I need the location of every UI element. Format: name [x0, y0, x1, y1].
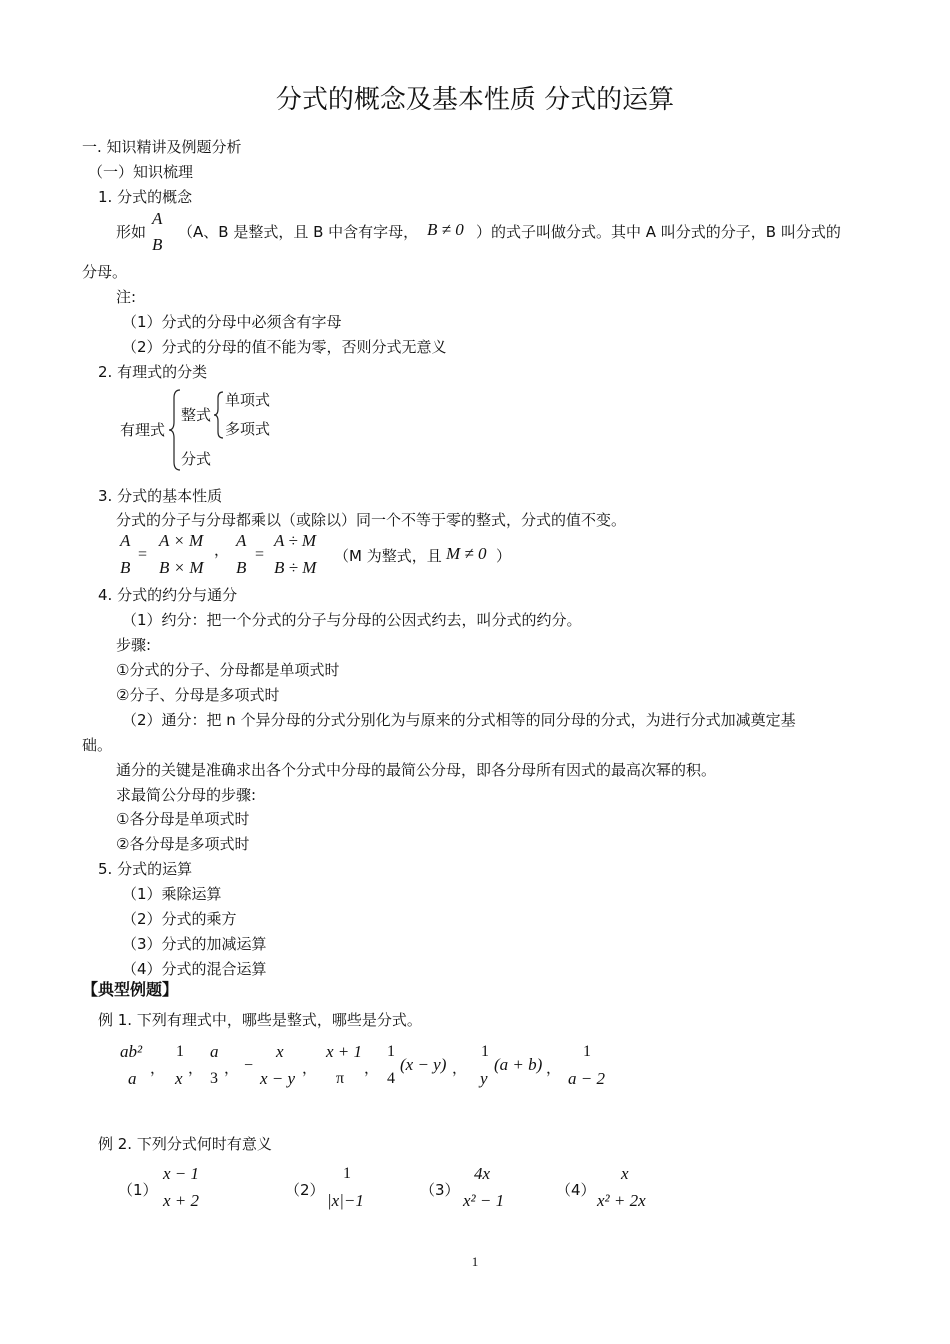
item4-s2: ②各分母是多项式时 — [116, 835, 250, 853]
item4-p2b: 础。 — [82, 736, 113, 754]
op-1: （1）乘除运算 — [122, 885, 222, 903]
ex2-q2-num: 1 — [343, 1165, 351, 1182]
item1-line-prefix: 形如 — [116, 223, 147, 241]
ex1-t7-den: y — [480, 1069, 488, 1088]
ex1-comma-3: ， — [224, 1059, 240, 1077]
note-1: （1）分式的分母中必须含有字母 — [122, 313, 342, 331]
ex1-comma-6: ， — [452, 1059, 468, 1077]
ex1-t1-den: a — [128, 1069, 137, 1088]
op-2: （2）分式的乘方 — [122, 910, 237, 928]
f2-right-den: B ÷ M — [274, 558, 317, 577]
item4-p3: 通分的关键是准确求出各个分式中分母的最简公分母，即各分母所有因式的最高次幂的积。 — [116, 761, 717, 779]
item1-line-mid: （A、B 是整式，且 B 中含有字母， — [178, 223, 419, 241]
item1-frac-den: B — [152, 235, 163, 254]
item4-p1: （1）约分：把一个分式的分子与分母的公因式约去，叫分式的约分。 — [122, 611, 582, 629]
item4-heading: 4. 分式的约分与通分 — [98, 586, 238, 604]
op-4: （4）分式的混合运算 — [122, 960, 267, 978]
item1-line-end: ）的式子叫做分式。其中 A 叫分式的分子，B 叫分式的 — [476, 223, 841, 241]
ex2-q2-den: |x|−1 — [327, 1191, 364, 1210]
f2-left-den: B — [236, 558, 247, 577]
ex1-comma-1: ， — [150, 1059, 166, 1077]
outer-brace-icon — [168, 388, 182, 472]
ex1-t3-den: 3 — [210, 1070, 218, 1087]
ex1-comma-7: ， — [546, 1059, 562, 1077]
tree-branch-2: 分式 — [181, 450, 212, 468]
formula-sep: ， — [214, 541, 230, 559]
ex1-t6-tail: (x − y) — [400, 1055, 447, 1074]
tree-root: 有理式 — [120, 421, 166, 439]
ex2-label-1: （1） — [118, 1181, 158, 1199]
item4-p2a: （2）通分：把 n 个异分母的分式分别化为与原来的分式相等的同分母的分式，为进行分式加减奠定基 — [122, 711, 796, 729]
ex2-q4-num: x — [621, 1164, 629, 1183]
ex1-t1-num: ab² — [120, 1042, 143, 1061]
note-label: 注: — [116, 288, 137, 306]
subsection-heading: （一）知识梳理 — [88, 163, 194, 181]
f1-left-den: B — [120, 558, 131, 577]
f1-left-num: A — [120, 531, 131, 550]
item1-heading: 1. 分式的概念 — [98, 188, 193, 206]
item4-step1: ①分式的分子、分母都是单项式时 — [116, 661, 340, 679]
ex1-t3-num: a — [210, 1042, 219, 1061]
item4-steps-label: 步骤: — [116, 636, 152, 654]
tree-branch-1: 整式 — [181, 406, 212, 424]
ex1-t5-den: π — [336, 1070, 345, 1087]
ex1-t6-num: 1 — [387, 1043, 395, 1060]
ex2-label-2: （2） — [285, 1181, 325, 1199]
ex1-t2-den: x — [175, 1069, 183, 1088]
ex2-q4-den: x² + 2x — [597, 1191, 646, 1210]
ex1-t4-num: x — [276, 1042, 284, 1061]
ex2-label-4: （4） — [556, 1181, 596, 1199]
item3-cond-text: （M 为整式，且 — [334, 547, 442, 565]
ex1-text: 例 1. 下列有理式中，哪些是整式，哪些是分式。 — [98, 1011, 422, 1029]
ex2-q1-den: x + 2 — [163, 1191, 200, 1210]
inner-brace-icon — [213, 390, 225, 440]
examples-heading: 【典型例题】 — [82, 980, 179, 999]
ex1-t6-den: 4 — [387, 1070, 395, 1087]
item4-s1: ①各分母是单项式时 — [116, 810, 250, 828]
ex1-t8-num: 1 — [583, 1043, 591, 1060]
ex2-q1-num: x − 1 — [163, 1164, 200, 1183]
page-title: 分式的概念及基本性质 分式的运算 — [275, 85, 675, 115]
ex2-label-3: （3） — [420, 1181, 460, 1199]
item3-heading: 3. 分式的基本性质 — [98, 487, 223, 505]
item1-line-cont: 分母。 — [82, 263, 128, 281]
ex1-t5-num: x + 1 — [326, 1042, 363, 1061]
item3-cond-math: M ≠ 0 — [446, 544, 487, 563]
ex1-t7-num: 1 — [481, 1043, 489, 1060]
item2-heading: 2. 有理式的分类 — [98, 363, 208, 381]
ex1-minus: − — [244, 1057, 254, 1074]
item5-heading: 5. 分式的运算 — [98, 860, 193, 878]
f1-eq: = — [138, 546, 148, 563]
tree-leaf-2: 多项式 — [225, 420, 271, 438]
item1-frac-num: A — [152, 209, 163, 228]
item3-text: 分式的分子与分母都乘以（或除以）同一个不等于零的整式，分式的值不变。 — [116, 511, 627, 529]
f1-right-num: A × M — [159, 531, 204, 550]
page-number: 1 — [471, 1254, 479, 1269]
ex2-q3-num: 4x — [474, 1164, 491, 1183]
note-2: （2）分式的分母的值不能为零，否则分式无意义 — [122, 338, 447, 356]
section-heading: 一. 知识精讲及例题分析 — [82, 138, 242, 156]
ex1-comma-5: ， — [364, 1059, 380, 1077]
ex2-text: 例 2. 下列分式何时有意义 — [98, 1135, 272, 1153]
f2-eq: = — [255, 546, 265, 563]
ex1-comma-2: ， — [188, 1059, 204, 1077]
f2-right-num: A ÷ M — [274, 531, 317, 550]
item4-step2: ②分子、分母是多项式时 — [116, 686, 280, 704]
ex1-comma-4: ， — [302, 1059, 318, 1077]
f1-right-den: B × M — [159, 558, 204, 577]
op-3: （3）分式的加减运算 — [122, 935, 267, 953]
item1-cond: B ≠ 0 — [427, 220, 464, 239]
ex1-t8-den: a − 2 — [568, 1069, 605, 1088]
ex2-q3-den: x² − 1 — [463, 1191, 505, 1210]
ex1-t2-num: 1 — [176, 1043, 184, 1060]
ex1-t4-den: x − y — [260, 1069, 296, 1088]
f2-left-num: A — [236, 531, 247, 550]
ex1-t7-tail: (a + b) — [494, 1055, 543, 1074]
tree-leaf-1: 单项式 — [225, 391, 271, 409]
item4-p4: 求最简公分母的步骤: — [116, 786, 257, 804]
item3-cond-end: ） — [496, 547, 512, 565]
